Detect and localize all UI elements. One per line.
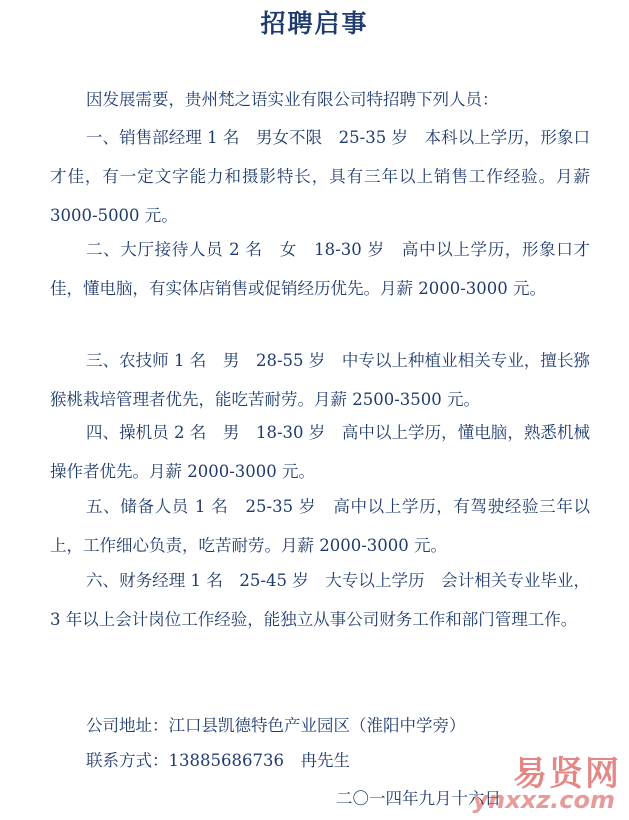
watermark-url: ynxxz.com bbox=[472, 786, 615, 814]
page-title: 招聘启事 bbox=[260, 9, 369, 38]
job-item-2: 二、大厅接待人员 2 名 女 18-30 岁 高中以上学历，形象口才佳，懂电脑，有实体店销售或促销经历优先。月薪 2000-3000 元。 bbox=[50, 240, 590, 298]
job-item-1: 一、销售部经理 1 名 男女不限 25-35 岁 本科以上学历，形象口才佳，有一定文字能力和摄影特长，具有三年以上销售工作经验。月薪 3000-5000 元。 bbox=[50, 128, 590, 225]
contact-info: 联系方式：13885686736 冉先生 bbox=[86, 751, 350, 770]
announcement-date: 二〇一四年九月十六日 bbox=[336, 789, 501, 808]
job-item-3: 三、农技师 1 名 男 28-55 岁 中专以上种植业相关专业，擅长猕猴桃栽培管理者优先，能吃苦耐劳。月薪 2500-3500 元。 bbox=[50, 351, 590, 409]
watermark-logo-text: 易贤网 bbox=[513, 754, 621, 794]
intro-paragraph: 因发展需要，贵州梵之语实业有限公司特招聘下列人员： bbox=[86, 90, 499, 109]
job-item-4: 四、操机员 2 名 男 18-30 岁 高中以上学历，懂电脑，熟悉机械操作者优先。月薪 2000-3000 元。 bbox=[50, 423, 590, 481]
job-item-5: 五、储备人员 1 名 25-35 岁 高中以上学历，有驾驶经验三年以上，工作细心负责，吃苦耐劳。月薪 2000-3000 元。 bbox=[50, 497, 590, 555]
site-watermark bbox=[472, 746, 623, 816]
company-address: 公司地址：江口县凯德特色产业园区（淮阳中学旁） bbox=[86, 716, 466, 735]
job-item-6: 六、财务经理 1 名 25-45 岁 大专以上学历 会计相关专业毕业，3 年以上会计岗位工作经验，能独立从事公司财务工作和部门管理工作。 bbox=[50, 571, 590, 629]
